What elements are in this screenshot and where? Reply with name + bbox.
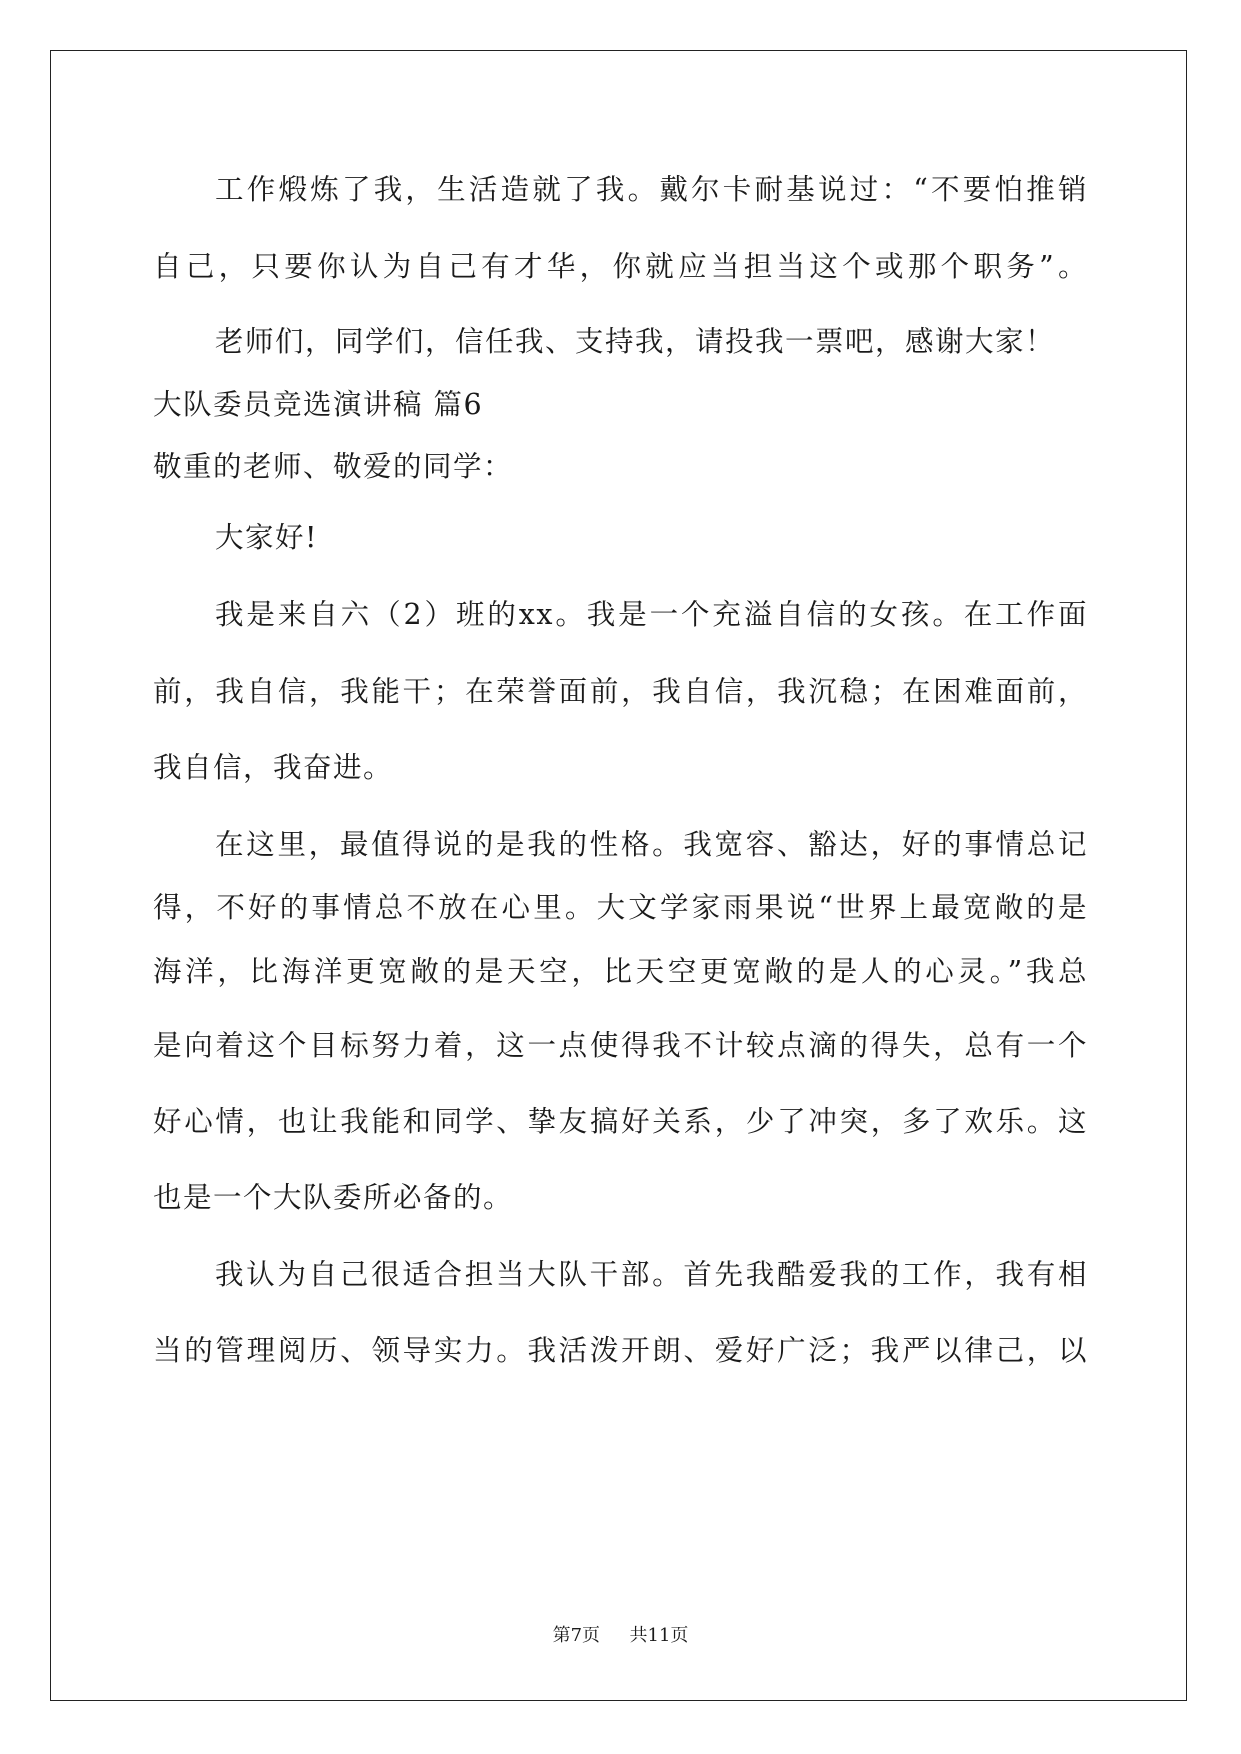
text-line: 得，不好的事情总不放在心里。大文学家雨果说“世界上最宽敞的是 xyxy=(153,891,1088,924)
text-line: 海洋，比海洋更宽敞的是天空，比天空更宽敞的是人的心灵。”我总 xyxy=(153,955,1088,988)
text-line: 自己，只要你认为自己有才华，你就应当担当这个或那个职务”。 xyxy=(153,250,1088,283)
text-line: 当的管理阅历、领导实力。我活泼开朗、爱好广泛；我严以律己，以 xyxy=(153,1334,1088,1367)
text-line: 我认为自己很适合担当大队干部。首先我酷爱我的工作，我有相 xyxy=(215,1258,1088,1291)
text-line: 也是一个大队委所必备的。 xyxy=(153,1181,514,1214)
page-footer xyxy=(0,1624,1241,1648)
greeting: 大家好! xyxy=(215,521,318,554)
text-line: 在这里，最值得说的是我的性格。我宽容、豁达，好的事情总记 xyxy=(215,828,1088,861)
page-number: 第7页 xyxy=(552,1625,601,1646)
text-line: 老师们，同学们，信任我、支持我，请投我一票吧，感谢大家！ xyxy=(215,325,1056,358)
text-line: 我是来自六（2）班的xx。我是一个充溢自信的女孩。在工作面 xyxy=(215,598,1088,631)
text-line: 前，我自信，我能干；在荣誉面前，我自信，我沉稳；在困难面前， xyxy=(153,675,1088,708)
salutation: 敬重的老师、敬爱的同学： xyxy=(153,450,514,483)
page-border xyxy=(50,50,1187,1701)
text-line: 我自信，我奋进。 xyxy=(153,751,394,784)
text-line: 是向着这个目标努力着，这一点使得我不计较点滴的得失，总有一个 xyxy=(153,1029,1088,1062)
section-heading: 大队委员竞选演讲稿 篇6 xyxy=(153,388,484,421)
text-line: 好心情，也让我能和同学、挚友搞好关系，少了冲突，多了欢乐。这 xyxy=(153,1105,1088,1138)
page-total: 共11页 xyxy=(629,1625,689,1646)
text-line: 工作煅炼了我，生活造就了我。戴尔卡耐基说过：“不要怕推销 xyxy=(215,173,1088,206)
